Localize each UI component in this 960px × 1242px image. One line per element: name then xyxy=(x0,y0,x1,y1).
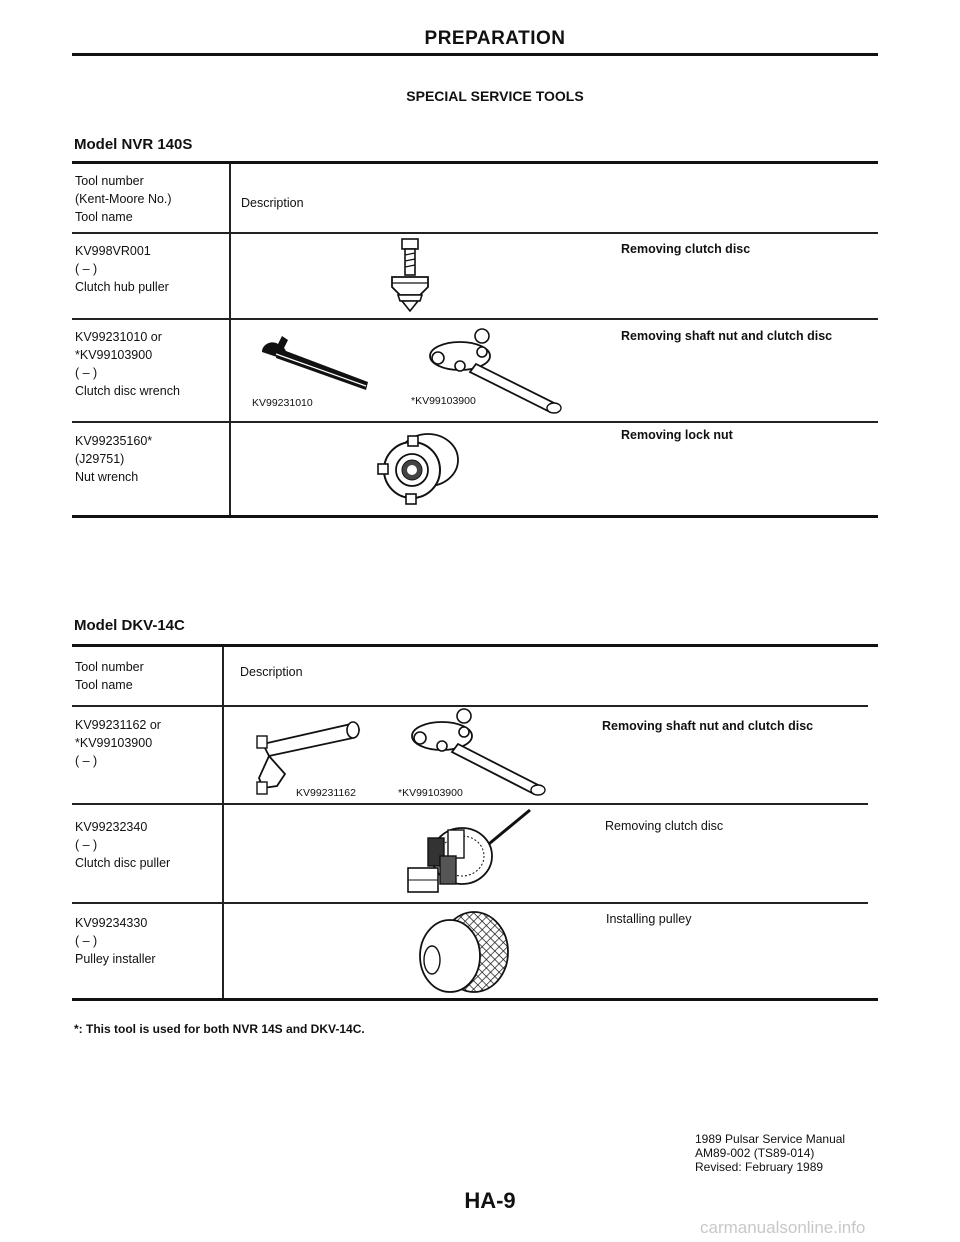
tool-number-alt: *KV99103900 xyxy=(75,736,153,750)
page-header-title: PREPARATION xyxy=(424,28,566,49)
tool-label: *KV99103900 xyxy=(398,787,463,799)
model1-col-tool-header xyxy=(75,172,172,226)
row-divider xyxy=(72,902,868,904)
tool-label: KV99231010 xyxy=(252,397,313,409)
tool-name: Clutch hub puller xyxy=(75,280,169,294)
publication-revision: Revised: February 1989 xyxy=(695,1160,824,1174)
tool-number: KV99235160* xyxy=(75,434,153,448)
kent-moore-number: ( – ) xyxy=(75,366,98,380)
tool-name: Nut wrench xyxy=(75,470,139,484)
tool-number: KV99231162 or xyxy=(75,718,161,732)
tool-number-alt: *KV99103900 xyxy=(75,348,153,362)
section-title: SPECIAL SERVICE TOOLS xyxy=(406,88,584,104)
model2-top-rule xyxy=(72,644,878,647)
nut-wrench-illustration xyxy=(368,430,464,510)
model2-title: Model DKV-14C xyxy=(74,617,185,634)
clutch-disc-puller-illustration xyxy=(394,808,534,904)
usage-description: Installing pulley xyxy=(606,912,692,926)
header-line: Tool name xyxy=(75,678,133,692)
page-number: HA-9 xyxy=(464,1188,516,1213)
model2-bottom-rule xyxy=(72,998,878,1001)
model1-col-desc-header: Description xyxy=(241,196,304,210)
kent-moore-number: (J29751) xyxy=(75,452,125,466)
table-row xyxy=(75,432,152,486)
usage-description: Removing lock nut xyxy=(621,428,733,442)
kent-moore-number: ( – ) xyxy=(75,754,98,768)
usage-description: Removing shaft nut and clutch disc xyxy=(621,329,833,343)
tool-number: KV998VR001 xyxy=(75,244,151,258)
table-row xyxy=(75,818,170,872)
model1-header-rule xyxy=(72,232,878,234)
wrench-kv99103900-illustration xyxy=(402,706,552,798)
kent-moore-number: ( – ) xyxy=(75,262,98,276)
header-line: (Kent-Moore No.) xyxy=(75,192,172,206)
pulley-installer-illustration xyxy=(410,908,514,998)
table-row xyxy=(75,716,161,770)
table-row xyxy=(75,914,156,968)
clutch-hub-puller-illustration xyxy=(380,235,440,315)
row-divider xyxy=(72,318,878,320)
tool-name: Pulley installer xyxy=(75,952,156,966)
tool-number: KV99232340 xyxy=(75,820,148,834)
header-rule xyxy=(72,53,878,56)
tool-label: *KV99103900 xyxy=(411,395,476,407)
header-line: Tool name xyxy=(75,210,133,224)
publication-code: AM89-002 (TS89-014) xyxy=(695,1146,815,1160)
model2-col-desc-header: Description xyxy=(240,665,303,679)
usage-description: Removing clutch disc xyxy=(621,242,751,256)
watermark: carmanualsonline.info xyxy=(700,1218,866,1237)
tool-name: Clutch disc puller xyxy=(75,856,171,870)
model1-column-divider xyxy=(229,164,231,516)
header-line: Tool number xyxy=(75,174,144,188)
model1-title: Model NVR 140S xyxy=(74,136,193,153)
table-row xyxy=(75,242,169,296)
model1-bottom-rule xyxy=(72,515,878,518)
footnote: *: This tool is used for both NVR 14S and DKV-14C. xyxy=(74,1022,365,1036)
model2-col-tool-header xyxy=(75,658,144,694)
tool-number: KV99234330 xyxy=(75,916,148,930)
header-line: Tool number xyxy=(75,660,144,674)
wrench-kv99231010-illustration xyxy=(256,330,376,400)
row-divider xyxy=(72,803,868,805)
model2-column-divider xyxy=(222,647,224,1000)
row-divider xyxy=(72,421,878,423)
publication-title: 1989 Pulsar Service Manual xyxy=(695,1132,846,1146)
usage-description: Removing shaft nut and clutch disc xyxy=(602,719,814,733)
model1-top-rule xyxy=(72,161,878,164)
kent-moore-number: ( – ) xyxy=(75,838,98,852)
tool-label: KV99231162 xyxy=(296,787,356,799)
table-row xyxy=(75,328,180,400)
usage-description: Removing clutch disc xyxy=(605,819,724,833)
tool-number: KV99231010 or xyxy=(75,330,162,344)
kent-moore-number: ( – ) xyxy=(75,934,98,948)
tool-name: Clutch disc wrench xyxy=(75,384,180,398)
publication-info xyxy=(695,1132,845,1174)
